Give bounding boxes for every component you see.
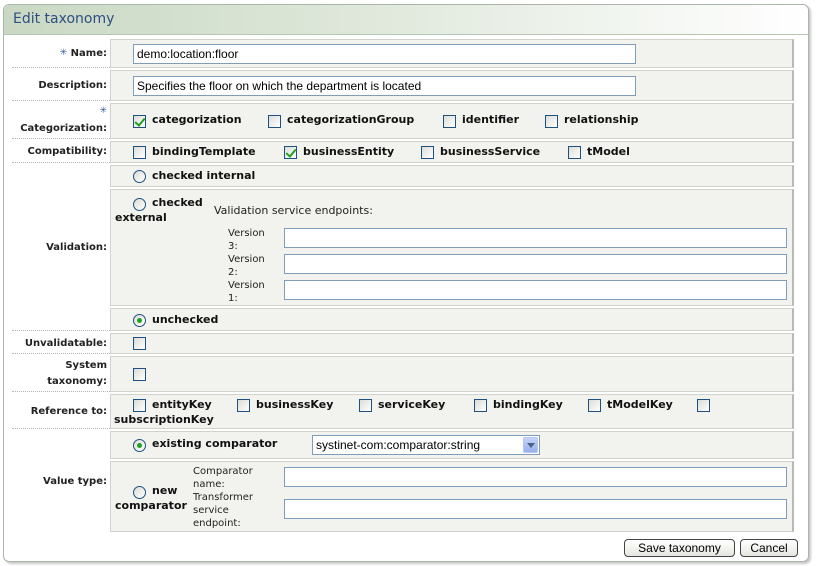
compatibility-label: Compatibility: (27, 146, 107, 157)
validation-external-radio[interactable] (133, 198, 146, 211)
unvalidatable-label-cell (12, 333, 110, 354)
tmodel-checkbox[interactable] (568, 146, 581, 159)
validation-internal-cell (110, 165, 794, 187)
name-value-cell (110, 39, 794, 68)
description-label-cell (12, 70, 110, 101)
categorization-label-cell (12, 103, 110, 139)
transformer-endpoint-input[interactable] (284, 499, 787, 519)
system-taxonomy-value-cell (110, 356, 794, 392)
version-1-label-1: Version (228, 280, 265, 291)
subscription-key-checkbox[interactable] (697, 399, 710, 412)
version-3-label-1: Version (228, 228, 265, 239)
new-comparator-cell (110, 461, 794, 532)
required-asterisk-icon: ✳ (59, 48, 68, 58)
transformer-label-3: endpoint: (193, 518, 241, 529)
reference-to-label: Reference to: (30, 405, 107, 417)
existing-comparator-radio[interactable] (133, 439, 146, 452)
relationship-option-label: relationship (564, 113, 639, 126)
identifier-option-label: identifier (462, 113, 520, 126)
binding-template-checkbox[interactable] (133, 146, 146, 159)
tmodel-option-label: tModel (587, 145, 630, 158)
validation-row (12, 165, 794, 331)
binding-template-option-label: bindingTemplate (152, 145, 256, 158)
tmodel-key-option-label: tModelKey (607, 398, 673, 411)
name-label: Name: (70, 47, 107, 59)
description-input[interactable]: Specifies the floor on which the department is located (133, 76, 636, 96)
chevron-down-icon[interactable] (523, 437, 538, 453)
system-taxonomy-label-1: System (65, 360, 107, 371)
name-input[interactable]: demo:location:floor (133, 44, 636, 64)
new-comparator-label-1: new (152, 484, 178, 497)
unvalidatable-checkbox[interactable] (133, 337, 146, 350)
business-entity-option-label: businessEntity (303, 145, 395, 158)
entity-key-option-label: entityKey (152, 398, 212, 411)
system-taxonomy-label-2: taxonomy: (47, 376, 107, 387)
business-service-option-label: businessService (440, 145, 541, 158)
validation-unchecked-radio[interactable] (133, 314, 146, 327)
version-1-label-2: 1: (228, 293, 238, 304)
validation-external-label-1: checked (152, 196, 203, 209)
service-key-checkbox[interactable] (359, 399, 372, 412)
entity-key-checkbox[interactable] (133, 399, 146, 412)
comparator-name-label-1: Comparator (193, 466, 253, 477)
version-3-label-2: 3: (228, 241, 238, 252)
description-value-cell (110, 70, 794, 101)
reference-to-row (12, 394, 794, 429)
categorization-group-checkbox[interactable] (268, 115, 281, 128)
unvalidatable-label: Unvalidatable: (24, 337, 107, 349)
comparator-name-input[interactable] (284, 467, 787, 487)
save-taxonomy-button[interactable]: Save taxonomy (624, 539, 735, 557)
comparator-name-label-2: name: (193, 479, 225, 490)
business-key-option-label: businessKey (256, 398, 334, 411)
comparator-select[interactable] (312, 435, 540, 455)
categorization-value-cell (110, 103, 794, 139)
system-taxonomy-checkbox[interactable] (133, 368, 146, 381)
value-type-label: Value type: (43, 476, 107, 487)
validation-unchecked-label: unchecked (152, 313, 219, 326)
existing-comparator-cell (110, 431, 794, 459)
binding-key-option-label: bindingKey (493, 398, 563, 411)
new-comparator-label-2: comparator (115, 499, 187, 512)
compatibility-row (12, 141, 794, 163)
description-label: Description: (38, 79, 107, 91)
unvalidatable-row (12, 333, 794, 354)
reference-to-label-cell (12, 394, 110, 429)
validation-internal-label: checked internal (152, 169, 256, 182)
cancel-button[interactable]: Cancel (740, 539, 798, 557)
compatibility-label-cell (12, 141, 110, 163)
categorization-option-label: categorization (152, 113, 242, 126)
business-key-checkbox[interactable] (237, 399, 250, 412)
transformer-label-1: Transformer (193, 492, 254, 503)
validation-internal-radio[interactable] (133, 170, 146, 183)
categorization-row (12, 103, 794, 139)
version-2-label-1: Version (228, 254, 265, 265)
identifier-checkbox[interactable] (443, 115, 456, 128)
system-taxonomy-label-cell (12, 356, 110, 392)
transformer-label-2: service (193, 505, 229, 516)
compatibility-value-cell (110, 141, 794, 163)
version-1-input[interactable] (284, 280, 787, 300)
description-row (12, 70, 794, 101)
categorization-group-option-label: categorizationGroup (287, 113, 415, 126)
binding-key-checkbox[interactable] (474, 399, 487, 412)
title-bar (4, 5, 808, 35)
version-2-label-2: 2: (228, 267, 238, 278)
business-service-checkbox[interactable] (421, 146, 434, 159)
value-type-row (12, 431, 794, 532)
categorization-label: Categorization: (20, 123, 107, 134)
system-taxonomy-row (12, 356, 794, 392)
subscription-key-option-label: subscriptionKey (114, 413, 214, 426)
validation-external-cell (110, 189, 794, 306)
reference-to-value-cell (110, 394, 794, 429)
required-asterisk-icon: ✳ (99, 106, 107, 116)
relationship-checkbox[interactable] (545, 115, 558, 128)
new-comparator-radio[interactable] (133, 486, 146, 499)
version-3-input[interactable] (284, 228, 787, 248)
version-2-input[interactable] (284, 254, 787, 274)
service-key-option-label: serviceKey (378, 398, 446, 411)
business-entity-checkbox[interactable] (284, 146, 297, 159)
value-type-label-cell (12, 431, 110, 532)
existing-comparator-label: existing comparator (152, 437, 278, 450)
categorization-checkbox[interactable] (133, 115, 146, 128)
validation-unchecked-cell (110, 308, 794, 331)
tmodel-key-checkbox[interactable] (588, 399, 601, 412)
name-label-cell (12, 39, 110, 68)
validation-label-cell (12, 165, 110, 331)
comparator-select-value: systinet-com:comparator:string (316, 438, 481, 452)
name-row (12, 39, 794, 68)
unvalidatable-value-cell (110, 333, 794, 354)
dialog-title: Edit taxonomy (13, 11, 115, 27)
validation-external-label-2: external (115, 211, 167, 224)
validation-label: Validation: (46, 242, 107, 253)
validation-endpoints-label: Validation service endpoints: (214, 204, 373, 217)
